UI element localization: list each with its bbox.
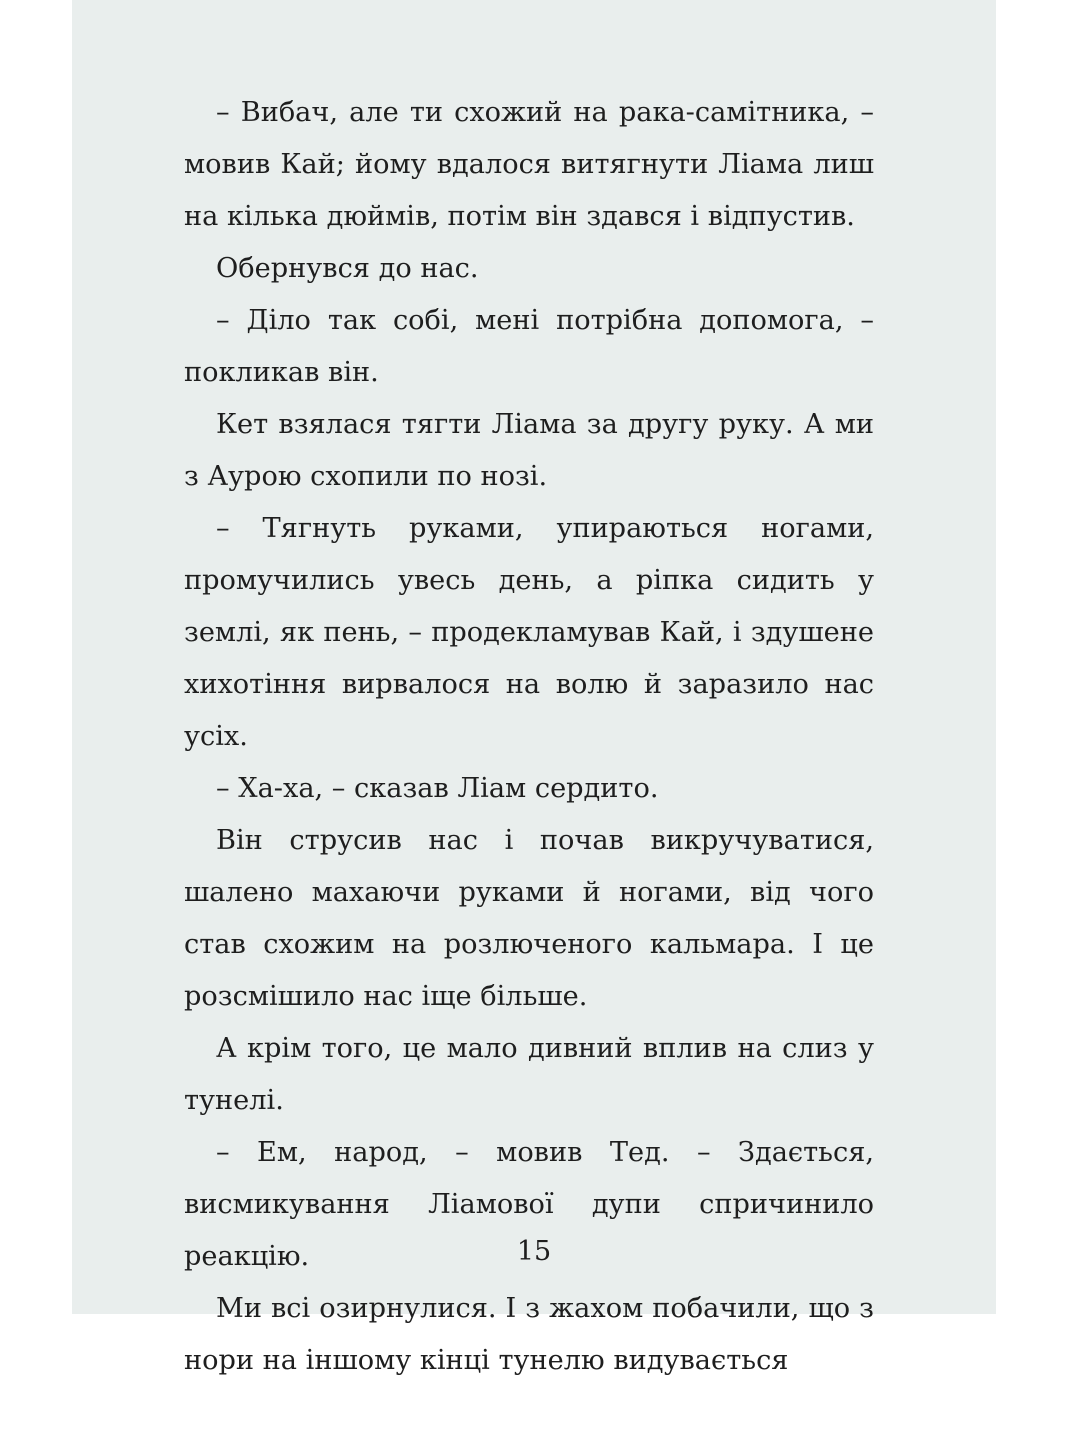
paragraph-8: А крім того, це мало дивний вплив на слиз у тунелі. — [184, 1033, 874, 1116]
paragraph-4: Кет взялася тягти Ліама за другу руку. А ми з Аурою схопили по нозі. — [184, 409, 874, 492]
paragraph-5: – Тягнуть руками, упираються ногами, промучились увесь день, а ріпка сидить у землі, як пень, – продекламував Кай, і здушене хихотіння вирвалося на волю й заразило нас усіх. — [184, 513, 874, 752]
paragraph-7: Він струсив нас і почав викручуватися, шалено махаючи руками й ногами, від чого став схожим на розлюченого кальмара. І це розсмішило нас іще більше. — [184, 825, 874, 1012]
book-page — [72, 0, 996, 1376]
paragraph-9: – Ем, народ, – мовив Тед. – Здається, висмикування Ліамової дупи спричинило реакцію. — [184, 1137, 874, 1272]
paragraph-1: – Вибач, але ти схожий на рака-самітника, – мовив Кай; йому вдалося витягнути Ліама лиш на кілька дюймів, потім він здався і відпустив. — [184, 97, 874, 232]
paragraph-2: Обернувся до нас. — [216, 253, 479, 284]
paragraph-6: – Ха-ха, – сказав Ліам сердито. — [216, 773, 659, 804]
body-text — [184, 87, 874, 1387]
paragraph-10: Ми всі озирнулися. І з жахом побачили, що з нори на іншому кінці тунелю видувається — [184, 1293, 874, 1376]
paragraph-3: – Діло так собі, мені потрібна допомога, – покликав він. — [184, 305, 874, 388]
page-number: 15 — [516, 1236, 552, 1267]
